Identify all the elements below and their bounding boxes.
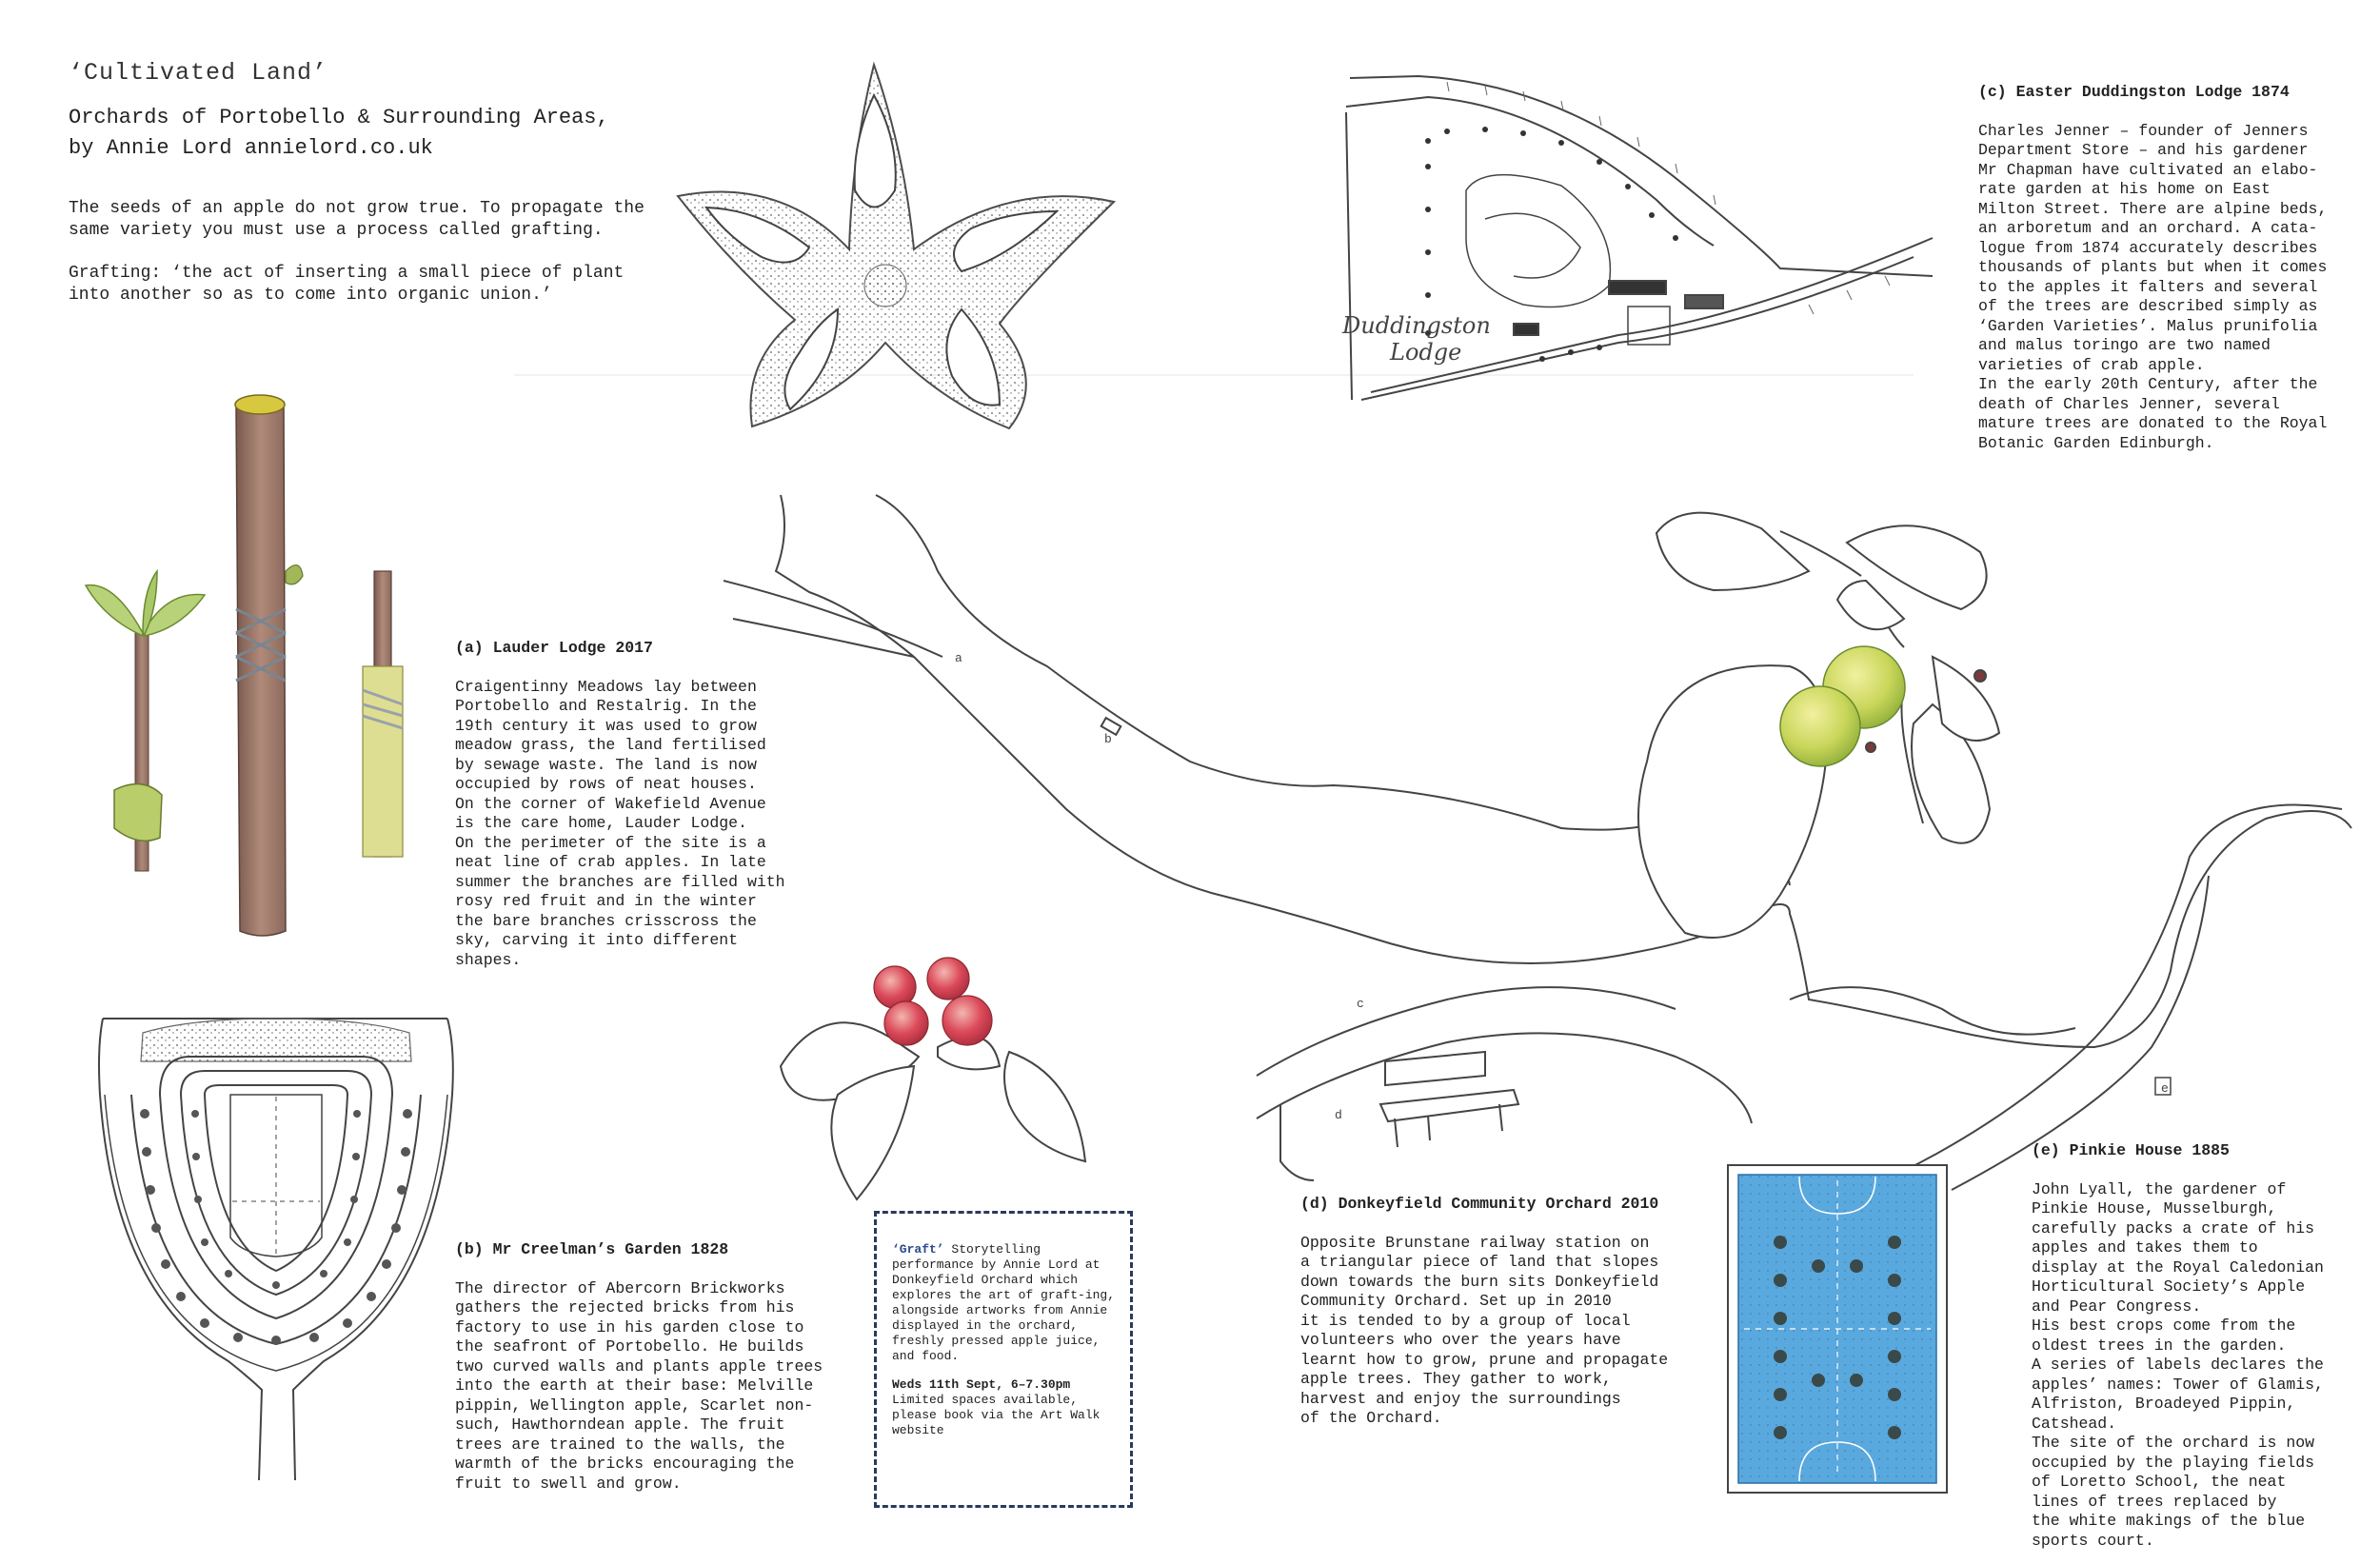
grafting-specimens-drawing: [86, 395, 403, 936]
section-c: [1978, 63, 2327, 453]
page-title: ‘Cultivated Land’: [69, 59, 328, 87]
map-label-c: c: [1357, 997, 1364, 1011]
intro-paragraph-1: The seeds of an apple do not grow true. To propagate the same variety you must use a process called grafting.: [69, 199, 645, 240]
crab-apple-branch-drawing: [781, 958, 1085, 1199]
section-e: [2032, 1121, 2324, 1551]
page-subtitle: Orchards of Portobello & Surrounding Areas, by Annie Lord annielord.co.uk: [69, 106, 609, 160]
map-label-d: d: [1335, 1108, 1342, 1122]
map-label-lodge: Lodge: [1390, 339, 1462, 366]
section-a: [455, 619, 785, 970]
bench-drawing: [1380, 1052, 1518, 1147]
green-apple-branch-drawing: [1638, 513, 1999, 938]
event-box: [874, 1211, 1133, 1508]
apple-core-star-drawing: [678, 65, 1114, 428]
section-d-body: Opposite Brunstane railway station on a triangular piece of land that slopes down towards the burn sits Donkeyfield Community Orchard. Set up in 2010 it is tended to by a group of local volunteers who over the years have learnt how to grow, prune and propagate apple trees. They gather to work, harvest and enjoy the surroundings of the Orchard.: [1300, 1233, 1669, 1427]
intro-paragraph-2: Grafting: ‘the act of inserting a small piece of plant into another so as to come into organic union.’: [69, 264, 625, 305]
map-label-duddingston: Duddingston: [1342, 312, 1491, 339]
section-b-heading: (b) Mr Creelman’s Garden 1828: [455, 1239, 729, 1258]
map-label-b: b: [1104, 732, 1112, 746]
area-map-roads-drawing: [724, 495, 2351, 1190]
event-description: Storytelling performance by Annie Lord at Donkeyfield Orchard which explores the art of graft-ing, alongside artworks from Annie displayed in the orchard, freshly pressed apple juice, and food.: [892, 1242, 1116, 1363]
intro-text: [69, 198, 659, 327]
section-c-body: Charles Jenner – founder of Jenners Department Store – and his gardener Mr Chapman have cultivated an elabo- rate garden at his home on East Milton Street. There are alpine beds, an arboretum and an orchard. A cata- logue from 1874 accurately describes thousands of plants but when it comes to the apples it falters and several of the trees are described simply as ‘Garden Varieties’. Malus prunifolia and malus toringo are two named varieties of crab apple. In the early 20th Century, after the death of Charles Jenner, several mature trees are donated to the Royal Botanic Garden Edinburgh.: [1978, 121, 2328, 452]
section-a-body: Craigentinny Meadows lay between Portobello and Restalrig. In the 19th century it was used to grow meadow grass, the land fertilised by sewage waste. The land is now occupied by rows of neat houses. On the corner of Wakefield Avenue is the care home, Lauder Lodge. On the perimeter of the site is a neat line of crab apples. In late summer the branches are filled with rosy red fruit and in the winter the bare branches crisscross the sky, carving it into different shapes.: [455, 677, 785, 969]
section-b-body: The director of Abercorn Brickworks gathers the rejected bricks from his factory to use in his garden close to the seafront of Portobello. He builds two curved walls and plants apple trees into the earth at their base: Melville pippin, Wellington apple, Scarlet non- such, Hawthorndean apple. The fruit trees are trained to the walls, the warmth of the bricks encouraging the fruit to swell and grow.: [455, 1278, 823, 1493]
map-label-a: a: [955, 651, 962, 665]
creelman-garden-plan-drawing: [99, 1019, 453, 1480]
event-date: Weds 11th Sept, 6–7.30pm: [892, 1377, 1071, 1392]
section-a-heading: (a) Lauder Lodge 2017: [455, 638, 653, 657]
section-d-heading: (d) Donkeyfield Community Orchard 2010: [1300, 1194, 1659, 1213]
section-b: [455, 1220, 823, 1494]
section-d: [1300, 1175, 1668, 1429]
section-e-heading: (e) Pinkie House 1885: [2032, 1140, 2230, 1159]
event-graft-title: ‘Graft’: [892, 1242, 944, 1257]
sports-court-drawing: [1728, 1165, 1947, 1493]
map-label-e: e: [2161, 1081, 2169, 1096]
section-c-heading: (c) Easter Duddingston Lodge 1874: [1978, 82, 2290, 101]
section-e-body: John Lyall, the gardener of Pinkie House, Musselburgh, carefully packs a crate of his apples and takes them to display at the Royal Caledonian Horticultural Society’s Apple and Pear Congress. His best crops come from the oldest trees in the garden. A series of labels declares the apples’ names: Tower of Glamis, Alfriston, Broadeyed Pippin, Catshead. The site of the orchard is now occupied by the playing fields of Loretto School, the neat lines of trees replaced by the white makings of the blue sports court.: [2032, 1179, 2324, 1550]
event-booking-note: Limited spaces available, please book via the Art Walk website: [892, 1393, 1101, 1437]
